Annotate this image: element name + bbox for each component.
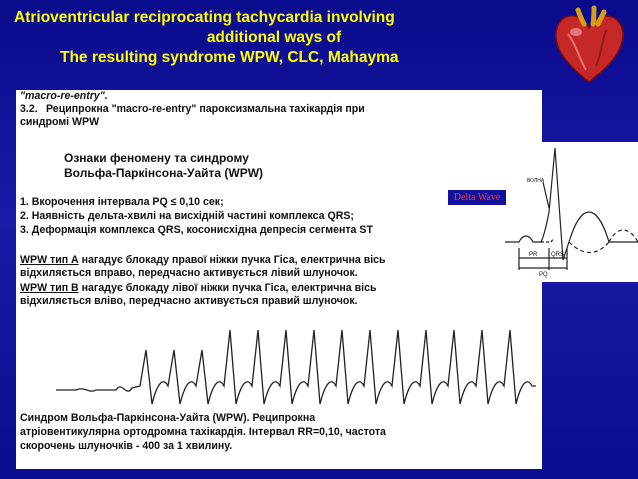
- wpw-type-b-label: WPW тип В: [20, 282, 79, 294]
- ecg-tachycardia-strip: [56, 320, 536, 410]
- macro-reentry-text: "macro-re-entry".: [20, 90, 108, 102]
- title-line-2: additional ways of: [206, 29, 342, 46]
- ecg-complex-svg: [505, 142, 638, 282]
- wpw-type-b-continuation: відхиляється вліво, передчасно активується правий шлуночок.: [20, 295, 358, 307]
- sign-1: 1. Вкорочення інтервала PQ ≤ 0,10 сек;: [20, 196, 224, 208]
- wpw-type-b: [20, 282, 376, 294]
- item-3-2-number: 3.2.: [20, 103, 38, 115]
- wpw-type-a-text: нагадує блокаду правої ніжки пучка Гіса, електрична вісь: [78, 254, 386, 266]
- slide-title: [0, 8, 548, 68]
- wpw-type-b-text: нагадує блокаду лівої ніжки пучка Гіса, електрична вісь: [78, 282, 377, 294]
- signs-title-line-1: Ознаки феномену та синдрому: [64, 151, 249, 165]
- sign-2: 2. Наявність дельта-хвилі на висхідній частині комплекса QRS;: [20, 210, 354, 222]
- wpw-type-a-label: WPW тип А: [20, 254, 79, 266]
- pq-label: PQ: [539, 272, 548, 278]
- title-line-1: Atrioventricular reciprocating tachycardia involving: [14, 9, 395, 26]
- pr-label: PR: [529, 252, 538, 258]
- item-3-2-continuation: синдромі WPW: [20, 116, 100, 128]
- wpw-type-a-continuation: відхиляється вправо, передчасно активується лівий шлуночок.: [20, 267, 358, 279]
- wpw-type-a: [20, 254, 386, 266]
- ecg-trace: [56, 330, 536, 404]
- delta-wave-label: Delta Wave: [448, 190, 506, 205]
- caption-line-1: Синдром Вольфа-Паркінсона-Уайта (WPW). Реципрокна: [20, 412, 316, 424]
- qrs-label: QRS: [551, 252, 565, 258]
- wave-label: ВОЛНА: [527, 178, 545, 184]
- caption-line-2: атріовентикулярна ортодромна тахікардія. Інтервал RR=0,10, частота: [20, 426, 386, 438]
- signs-title-line-2: Вольфа-Паркінсона-Уайта (WPW): [64, 166, 264, 180]
- item-3-2-text: Реципрокна "macro-re-entry" пароксизмальна тахікардія при: [46, 103, 365, 115]
- heart-icon: [548, 4, 630, 86]
- title-line-3: The resulting syndrome WPW, CLC, Mahayma: [60, 49, 399, 66]
- ecg-complex-diagram: [505, 142, 638, 282]
- sign-3: 3. Деформація комплекса QRS, косонисхідна депресія сегмента ST: [20, 224, 373, 236]
- caption-line-3: скорочень шлуночків - 400 за 1 хвилину.: [20, 440, 233, 452]
